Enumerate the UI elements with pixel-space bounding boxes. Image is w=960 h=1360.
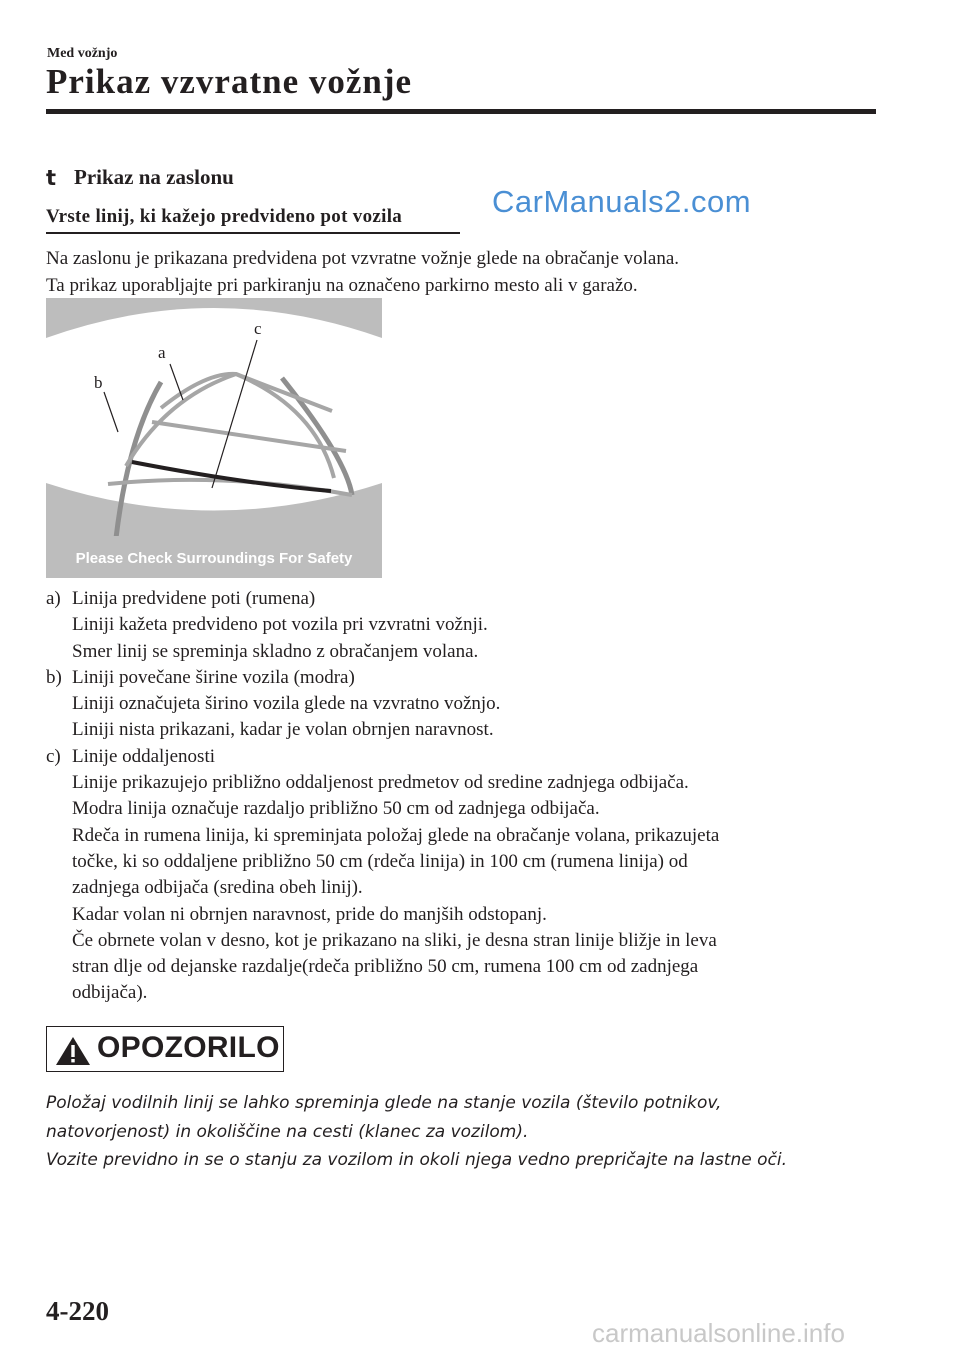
legend-line: točke, ki so oddaljene približno 50 cm (rdeča linija) in 100 cm (rumena linija) od [72,850,688,872]
legend [46,586,906,1007]
section-label: Med vožnjo [47,46,118,61]
warning-triangle-icon [55,1036,91,1066]
legend-line: odbijača). [72,982,148,1004]
warning-text [46,1089,906,1175]
legend-line: zadnjega odbijača (sredina obeh linij). [72,877,363,899]
section-bullet: t [46,166,57,190]
intro-line: Na zaslonu je prikazana predvidena pot vzvratne vožnje glede na obračanje volana. [46,248,680,269]
section-heading: Prikaz na zaslonu [74,165,234,189]
subheading-underline [46,232,460,234]
figure-label-a: a [158,343,166,362]
title-divider [46,109,876,114]
figure-label-c: c [254,319,262,338]
figure-label-b: b [94,373,103,392]
intro-line: Ta prikaz uporabljajte pri parkiranju na označeno parkirno mesto ali v garažo. [46,275,638,296]
legend-item [46,744,906,1007]
subheading: Vrste linij, ki kažejo predvideno pot vozila [46,206,403,227]
legend-line: Liniji označujeta širino vozila glede na vzvratno vožnjo. [72,693,501,715]
warning-line: Položaj vodilnih linij se lahko spreminja glede na stanje vozila (število potnikov, [46,1093,722,1113]
page-title: Prikaz vzvratne vožnje [46,62,413,101]
legend-item [46,665,906,744]
legend-line: stran dlje od dejanske razdalje(rdeča približno 50 cm, rumena 100 cm od zadnjega [72,956,699,978]
legend-title: Linije oddaljenosti [72,745,216,767]
legend-letter: c) [46,745,61,767]
page-number: 4-220 [46,1296,109,1326]
rear-camera-figure [46,298,382,578]
warning-box [46,1026,284,1072]
legend-letter: b) [46,666,62,688]
watermark-top: CarManuals2.com [492,184,752,219]
legend-line: Liniji nista prikazani, kadar je volan obrnjen naravnost. [72,719,494,741]
legend-item [46,586,906,665]
figure-caption: Please Check Surroundings For Safety [75,550,353,567]
legend-line: Liniji kažeta predvideno pot vozila pri vzvratni vožnji. [72,614,488,636]
legend-letter: a) [46,588,61,609]
legend-line: Rdeča in rumena linija, ki spreminjata položaj glede na obračanje volana, prikazujeta [72,824,720,846]
legend-title: Linija predvidene poti (rumena) [72,588,316,609]
legend-line: Kadar volan ni obrnjen naravnost, pride do manjših odstopanj. [72,903,547,925]
warning-line: Vozite previdno in se o stanju za vozilom in okoli njega vedno prepričajte na lastne oči. [46,1150,787,1170]
warning-line: natovorjenost) in okoliščine na cesti (klanec za vozilom). [46,1121,529,1142]
warning-title: OPOZORILO [97,1031,280,1064]
legend-line: Smer linij se spreminja skladno z obračanjem volana. [72,640,479,662]
legend-line: Linije prikazujejo približno oddaljenost predmetov od sredine zadnjega odbijača. [72,772,689,794]
legend-line: Če obrnete volan v desno, kot je prikazano na sliki, je desna stran linije bližje in leva [72,929,717,951]
intro-text [46,245,679,299]
legend-title: Liniji povečane širine vozila (modra) [72,666,355,688]
watermark-bottom: carmanualsonline.info [592,1318,845,1348]
legend-line: Modra linija označuje razdaljo približno 50 cm od zadnjega odbijača. [72,798,600,820]
